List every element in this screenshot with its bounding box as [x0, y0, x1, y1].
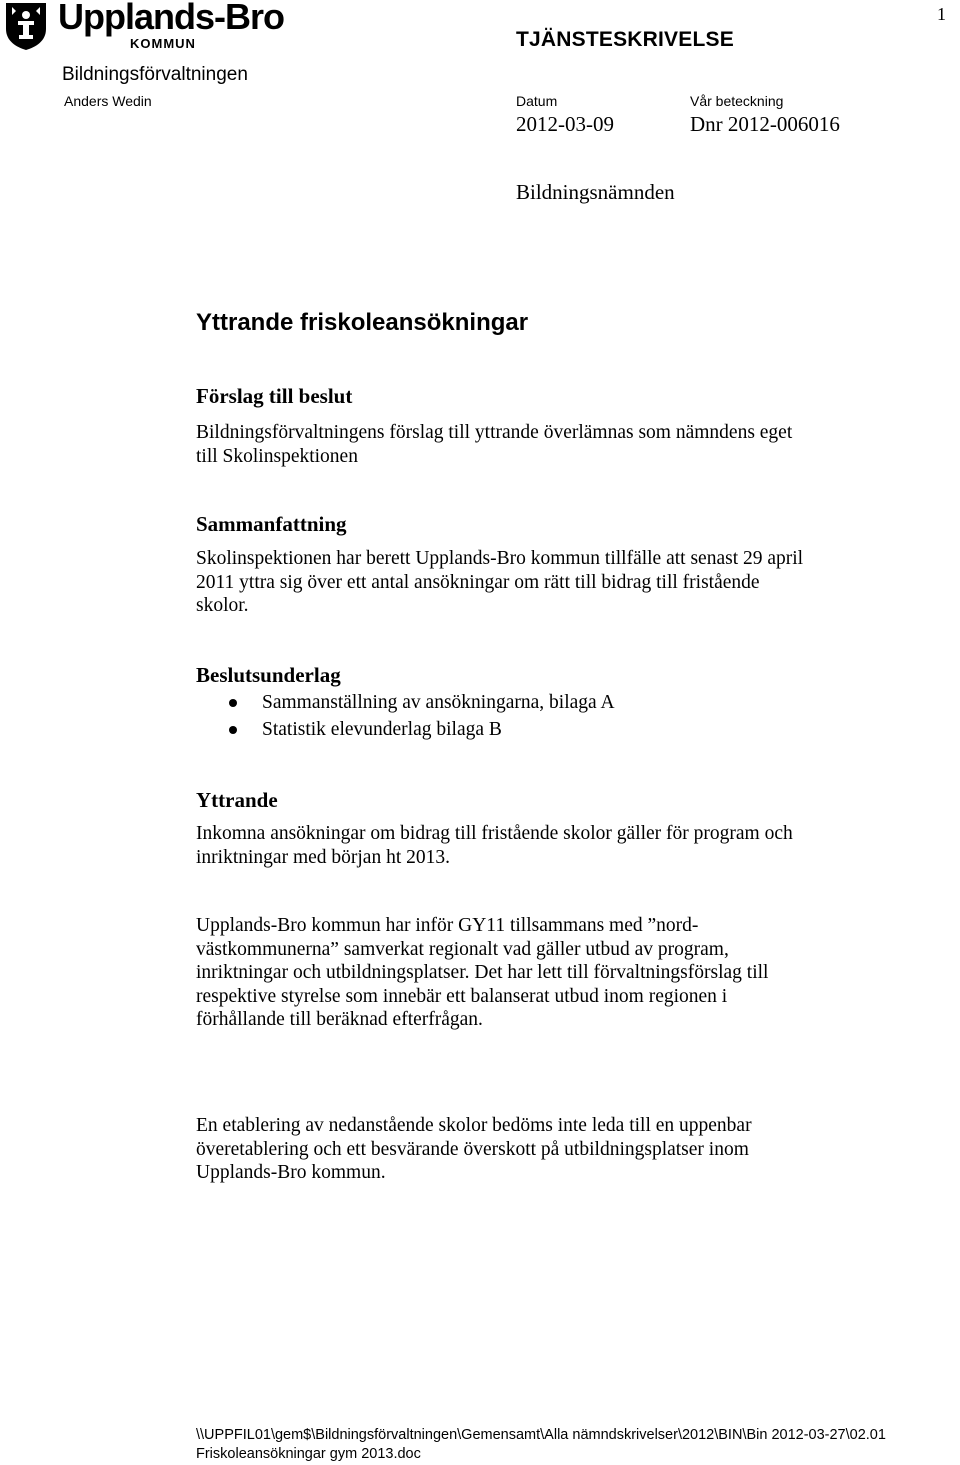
author-name: Anders Wedin — [64, 93, 152, 109]
statement-paragraph-2: Upplands-Bro kommun har inför GY11 tillsammans med ”nord- västkommunerna” samverkat regionalt vad gäller utbud av program, inriktningar och utbildningsplatser. Det har lett till förvaltningsförslag till respektive styrelse som innebär ett balanserat utbud inom regionen i förhållande till beräknad efterfrågan. — [196, 915, 769, 1030]
addressee: Bildningsnämnden — [516, 180, 675, 204]
document-type: TJÄNSTESKRIVELSE — [516, 28, 734, 51]
proposal-text: Bildningsförvaltningens förslag till yttrande överlämnas som nämndens eget till Skolinspektionen — [196, 422, 793, 467]
reference-value: Dnr 2012-006016 — [690, 112, 840, 136]
summary-heading: Sammanfattning — [196, 512, 347, 536]
statement-paragraph-1: Inkomna ansökningar om bidrag till fristående skolor gäller för program och inriktningar med början ht 2013. — [196, 823, 793, 868]
department-name: Bildningsförvaltningen — [62, 64, 248, 85]
statement-paragraph-3: En etablering av nedanstående skolor bedöms inte leda till en uppenbar överetablering och ett besvärande överskott på utbildningsplatser inom Upplands-Bro kommun. — [196, 1115, 752, 1183]
bullet-icon — [229, 726, 237, 734]
basis-list — [196, 690, 856, 744]
municipality-logo — [2, 0, 292, 52]
date-value: 2012-03-09 — [516, 112, 614, 136]
coat-of-arms-icon — [4, 1, 48, 51]
basis-heading: Beslutsunderlag — [196, 663, 341, 687]
date-label: Datum — [516, 93, 558, 109]
statement-heading: Yttrande — [196, 788, 278, 812]
logo-subtext: KOMMUN — [130, 36, 196, 51]
document-title: Yttrande friskoleansökningar — [196, 309, 529, 336]
reference-label: Vår beteckning — [690, 93, 784, 109]
list-item: Sammanställning av ansökningarna, bilaga A — [196, 690, 856, 717]
page-number: 1 — [937, 4, 946, 24]
file-path-footer: \\UPPFIL01\gem$\Bildningsförvaltningen\Gemensamt\Alla nämndskrivelser\2012\BIN\Bin 2012-03-27\02.01 Friskoleansökningar gym 2013.doc — [196, 1427, 886, 1462]
summary-text: Skolinspektionen har berett Upplands-Bro kommun tillfälle att senast 29 april 2011 yttra sig över ett antal ansökningar om rätt till bidrag till fristående skolor. — [196, 548, 804, 616]
list-item: Statistik elevunderlag bilaga B — [196, 717, 856, 744]
bullet-icon — [229, 699, 237, 707]
logo-wordmark: Upplands-Bro — [58, 0, 284, 37]
proposal-heading: Förslag till beslut — [196, 384, 353, 408]
